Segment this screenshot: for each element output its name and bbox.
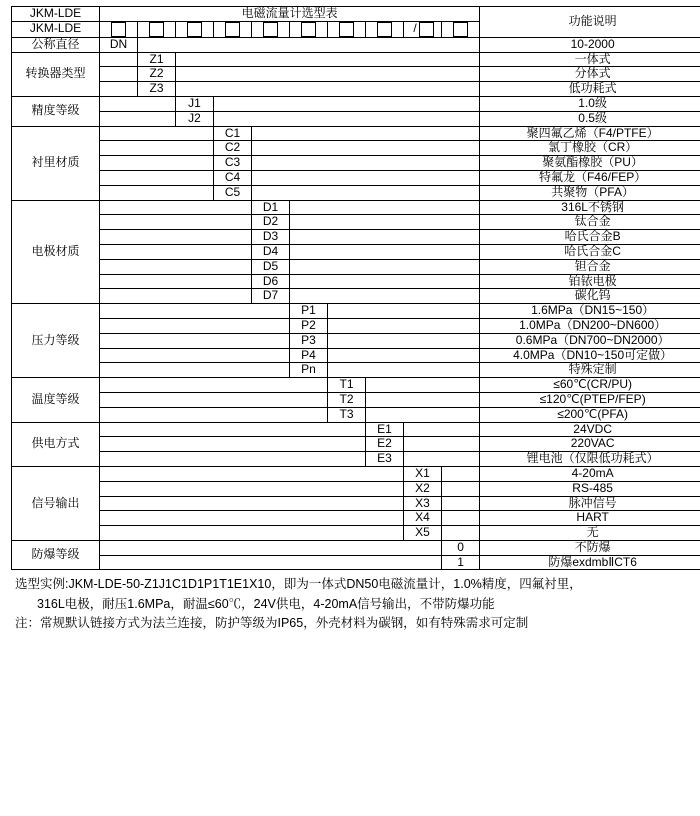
desc-ex-1: 防爆exdmbⅡCT6: [480, 555, 700, 570]
spacer-cell: [366, 378, 480, 393]
table-row: [12, 496, 700, 511]
code-ex-1: 1: [442, 555, 480, 570]
code-z3: Z3: [138, 82, 176, 97]
checkbox-icon[interactable]: [111, 22, 126, 37]
desc-x5: 无: [480, 526, 700, 541]
table-row: [12, 540, 700, 555]
code-x3: X3: [404, 496, 442, 511]
spacer-cell: [100, 466, 404, 481]
code-pn: Pn: [290, 363, 328, 378]
code-c4: C4: [214, 170, 252, 185]
desc-t3: ≤200℃(PFA): [480, 407, 700, 422]
model-label-cell: JKM-LDE: [12, 21, 100, 37]
spacer-cell: [442, 496, 480, 511]
spacer-cell: [100, 111, 176, 126]
spacer-cell: [100, 230, 252, 245]
spacer-cell: [100, 52, 138, 67]
desc-z2: 分体式: [480, 67, 700, 82]
spacer-cell: [214, 111, 480, 126]
table-row: [12, 452, 700, 467]
table-row: [12, 407, 700, 422]
code-dn: DN: [100, 37, 138, 52]
desc-j1: 1.0级: [480, 96, 700, 111]
spacer-cell: [290, 230, 480, 245]
checkbox-icon[interactable]: [263, 22, 278, 37]
table-row: [12, 230, 700, 245]
row-label-converter-type: 转换器类型: [12, 52, 100, 96]
note-example-line2: 316L电极，耐压1.6MPa，耐温≤60℃，24V供电，4-20mA信号输出，不带防爆功能: [15, 595, 689, 614]
code-d7: D7: [252, 289, 290, 304]
desc-p1: 1.6MPa（DN15~150）: [480, 304, 700, 319]
desc-p3: 0.6MPa（DN700~DN2000）: [480, 333, 700, 348]
box-cell-3[interactable]: [176, 21, 214, 37]
spacer-cell: [100, 96, 176, 111]
spacer-cell: [100, 333, 290, 348]
spacer-cell: [252, 126, 480, 141]
spacer-cell: [100, 200, 252, 215]
spacer-cell: [100, 289, 252, 304]
spacer-cell: [442, 481, 480, 496]
spacer-cell: [100, 170, 214, 185]
table-row: [12, 52, 700, 67]
spacer-cell: [328, 333, 480, 348]
spacer-cell: [290, 289, 480, 304]
spacer-cell: [100, 496, 404, 511]
box-cell-10[interactable]: [442, 21, 480, 37]
code-z2: Z2: [138, 67, 176, 82]
spacer-cell: [100, 126, 214, 141]
row-label-electrode-material: 电极材质: [12, 200, 100, 304]
box-cell-9-slash[interactable]: [404, 21, 442, 37]
spacer-cell: [100, 392, 328, 407]
model-cell: JKM-LDE: [12, 7, 100, 22]
desc-j2: 0.5级: [480, 111, 700, 126]
desc-c3: 聚氨酯橡胶（PU）: [480, 156, 700, 171]
table-row: [12, 348, 700, 363]
desc-ex-0: 不防爆: [480, 540, 700, 555]
notes-block: [11, 575, 689, 633]
code-p1: P1: [290, 304, 328, 319]
code-d4: D4: [252, 244, 290, 259]
spacer-cell: [290, 215, 480, 230]
code-c3: C3: [214, 156, 252, 171]
row-label-power-supply: 供电方式: [12, 422, 100, 466]
function-title-cell: 功能说明: [480, 7, 700, 38]
spacer-cell: [328, 304, 480, 319]
desc-d1: 316L不锈钢: [480, 200, 700, 215]
box-cell-4[interactable]: [214, 21, 252, 37]
table-row: [12, 141, 700, 156]
desc-z1: 一体式: [480, 52, 700, 67]
spacer-cell: [404, 452, 480, 467]
table-row: [12, 67, 700, 82]
code-t3: T3: [328, 407, 366, 422]
spacer-cell: [328, 348, 480, 363]
selection-table: [11, 6, 700, 570]
table-row: [12, 274, 700, 289]
desc-e3: 锂电池（仅限低功耗式）: [480, 452, 700, 467]
box-cell-2[interactable]: [138, 21, 176, 37]
desc-x1: 4-20mA: [480, 466, 700, 481]
note-remark: 注：常规默认链接方式为法兰连接，防护等级为IP65，外壳材料为碳钢，如有特殊需求可定制: [15, 614, 689, 633]
code-d3: D3: [252, 230, 290, 245]
desc-d2: 钛合金: [480, 215, 700, 230]
checkbox-icon[interactable]: [301, 22, 316, 37]
desc-pn: 特殊定制: [480, 363, 700, 378]
spacer-cell: [290, 259, 480, 274]
desc-p4: 4.0MPa（DN10~150可定做）: [480, 348, 700, 363]
spacer-cell: [328, 318, 480, 333]
desc-c4: 特氟龙（F46/FEP）: [480, 170, 700, 185]
table-header-row: [12, 7, 700, 22]
row-label-pressure-class: 压力等级: [12, 304, 100, 378]
desc-e1: 24VDC: [480, 422, 700, 437]
note-example-line1: 选型实例:JKM-LDE-50-Z1J1C1D1P1T1E1X10，即为一体式DN50电磁流量计，1.0%精度，四氟衬里，: [15, 575, 689, 594]
code-p4: P4: [290, 348, 328, 363]
spacer-cell: [100, 526, 404, 541]
box-cell-7[interactable]: [328, 21, 366, 37]
code-ex-0: 0: [442, 540, 480, 555]
row-label-liner-material: 衬里材质: [12, 126, 100, 200]
table-row: [12, 422, 700, 437]
code-c5: C5: [214, 185, 252, 200]
code-c1: C1: [214, 126, 252, 141]
spacer-cell: [442, 466, 480, 481]
spacer-cell: [100, 540, 442, 555]
desc-e2: 220VAC: [480, 437, 700, 452]
spacer-cell: [366, 392, 480, 407]
table-row: [12, 244, 700, 259]
spacer-cell: [252, 156, 480, 171]
table-row: [12, 318, 700, 333]
row-label-nominal-diameter: 公称直径: [12, 37, 100, 52]
code-c2: C2: [214, 141, 252, 156]
desc-c5: 共聚物（PFA）: [480, 185, 700, 200]
desc-x3: 脉冲信号: [480, 496, 700, 511]
spacer-cell: [404, 422, 480, 437]
table-row: [12, 555, 700, 570]
spacer-cell: [100, 511, 404, 526]
table-row: [12, 111, 700, 126]
desc-d5: 钽合金: [480, 259, 700, 274]
code-e1: E1: [366, 422, 404, 437]
spacer-cell: [100, 82, 138, 97]
spacer-cell: [100, 481, 404, 496]
code-x1: X1: [404, 466, 442, 481]
desc-d3: 哈氏合金B: [480, 230, 700, 245]
spacer-cell: [100, 215, 252, 230]
title-cell: 电磁流量计选型表: [100, 7, 480, 22]
checkbox-icon[interactable]: [225, 22, 240, 37]
spacer-cell: [404, 437, 480, 452]
code-x4: X4: [404, 511, 442, 526]
table-row: [12, 466, 700, 481]
spacer-cell: [100, 244, 252, 259]
table-row: [12, 170, 700, 185]
table-row: [12, 259, 700, 274]
table-row: [12, 82, 700, 97]
desc-x2: RS-485: [480, 481, 700, 496]
desc-nominal-diameter: 10-2000: [480, 37, 700, 52]
desc-c1: 聚四氟乙烯（F4/PTFE）: [480, 126, 700, 141]
table-row: [12, 185, 700, 200]
spacer-cell: [100, 156, 214, 171]
table-row: [12, 392, 700, 407]
code-p3: P3: [290, 333, 328, 348]
desc-d7: 碳化钨: [480, 289, 700, 304]
code-x5: X5: [404, 526, 442, 541]
box-cell-8[interactable]: [366, 21, 404, 37]
spacer-cell: [100, 378, 328, 393]
table-row: [12, 378, 700, 393]
table-row: [12, 96, 700, 111]
desc-x4: HART: [480, 511, 700, 526]
spacer-cell: [100, 67, 138, 82]
spacer-cell: [442, 511, 480, 526]
spacer-cell: [290, 200, 480, 215]
spacer-cell: [176, 52, 480, 67]
spacer-cell: [252, 185, 480, 200]
code-z1: Z1: [138, 52, 176, 67]
table-row: [12, 37, 700, 52]
desc-d4: 哈氏合金C: [480, 244, 700, 259]
spacer-cell: [100, 318, 290, 333]
code-d1: D1: [252, 200, 290, 215]
code-d6: D6: [252, 274, 290, 289]
row-label-temperature-class: 温度等级: [12, 378, 100, 422]
table-row: [12, 481, 700, 496]
spacer-cell: [100, 407, 328, 422]
spacer-cell: [100, 259, 252, 274]
box-cell-6[interactable]: [290, 21, 328, 37]
spacer-cell: [366, 407, 480, 422]
code-p2: P2: [290, 318, 328, 333]
spacer-cell: [100, 437, 366, 452]
checkbox-icon[interactable]: [149, 22, 164, 37]
spacer-cell: [100, 422, 366, 437]
spacer-cell: [290, 244, 480, 259]
code-d2: D2: [252, 215, 290, 230]
table-row: [12, 215, 700, 230]
spacer-cell: [100, 348, 290, 363]
spacer-cell: [442, 526, 480, 541]
desc-c2: 氯丁橡胶（CR）: [480, 141, 700, 156]
desc-p2: 1.0MPa（DN200~DN600）: [480, 318, 700, 333]
checkbox-icon[interactable]: [377, 22, 392, 37]
box-cell-1[interactable]: [100, 21, 138, 37]
row-label-accuracy-class: 精度等级: [12, 96, 100, 126]
table-row: [12, 526, 700, 541]
desc-d6: 铂铱电极: [480, 274, 700, 289]
code-e2: E2: [366, 437, 404, 452]
checkbox-icon[interactable]: [339, 22, 354, 37]
table-row: [12, 289, 700, 304]
desc-t2: ≤120℃(PTEP/FEP): [480, 392, 700, 407]
spacer-cell: [100, 185, 214, 200]
desc-z3: 低功耗式: [480, 82, 700, 97]
desc-t1: ≤60℃(CR/PU): [480, 378, 700, 393]
box-cell-5[interactable]: [252, 21, 290, 37]
table-row: [12, 437, 700, 452]
spacer-cell: [214, 96, 480, 111]
code-x2: X2: [404, 481, 442, 496]
checkbox-icon[interactable]: [453, 22, 468, 37]
spacer-cell: [176, 67, 480, 82]
table-row: [12, 200, 700, 215]
code-t2: T2: [328, 392, 366, 407]
table-row: [12, 126, 700, 141]
slash-label: /: [413, 22, 416, 36]
table-row: [12, 333, 700, 348]
spacer-cell: [100, 274, 252, 289]
spacer-cell: [176, 82, 480, 97]
spacer-cell: [328, 363, 480, 378]
code-e3: E3: [366, 452, 404, 467]
spacer-cell: [100, 363, 290, 378]
row-label-signal-output: 信号输出: [12, 466, 100, 540]
spacer-cell: [100, 141, 214, 156]
spacer-cell: [252, 141, 480, 156]
spacer-cell: [290, 274, 480, 289]
code-t1: T1: [328, 378, 366, 393]
spacer-cell: [100, 304, 290, 319]
spacer-cell: [100, 555, 442, 570]
spacer-cell: [138, 37, 480, 52]
spacer-cell: [100, 452, 366, 467]
code-j2: J2: [176, 111, 214, 126]
table-row: [12, 363, 700, 378]
spacer-cell: [252, 170, 480, 185]
table-row: [12, 511, 700, 526]
table-row: [12, 156, 700, 171]
table-row: [12, 304, 700, 319]
selection-table-page: [11, 6, 689, 634]
checkbox-icon[interactable]: [187, 22, 202, 37]
checkbox-icon[interactable]: [419, 22, 434, 37]
code-j1: J1: [176, 96, 214, 111]
code-d5: D5: [252, 259, 290, 274]
row-label-explosion-proof: 防爆等级: [12, 540, 100, 570]
